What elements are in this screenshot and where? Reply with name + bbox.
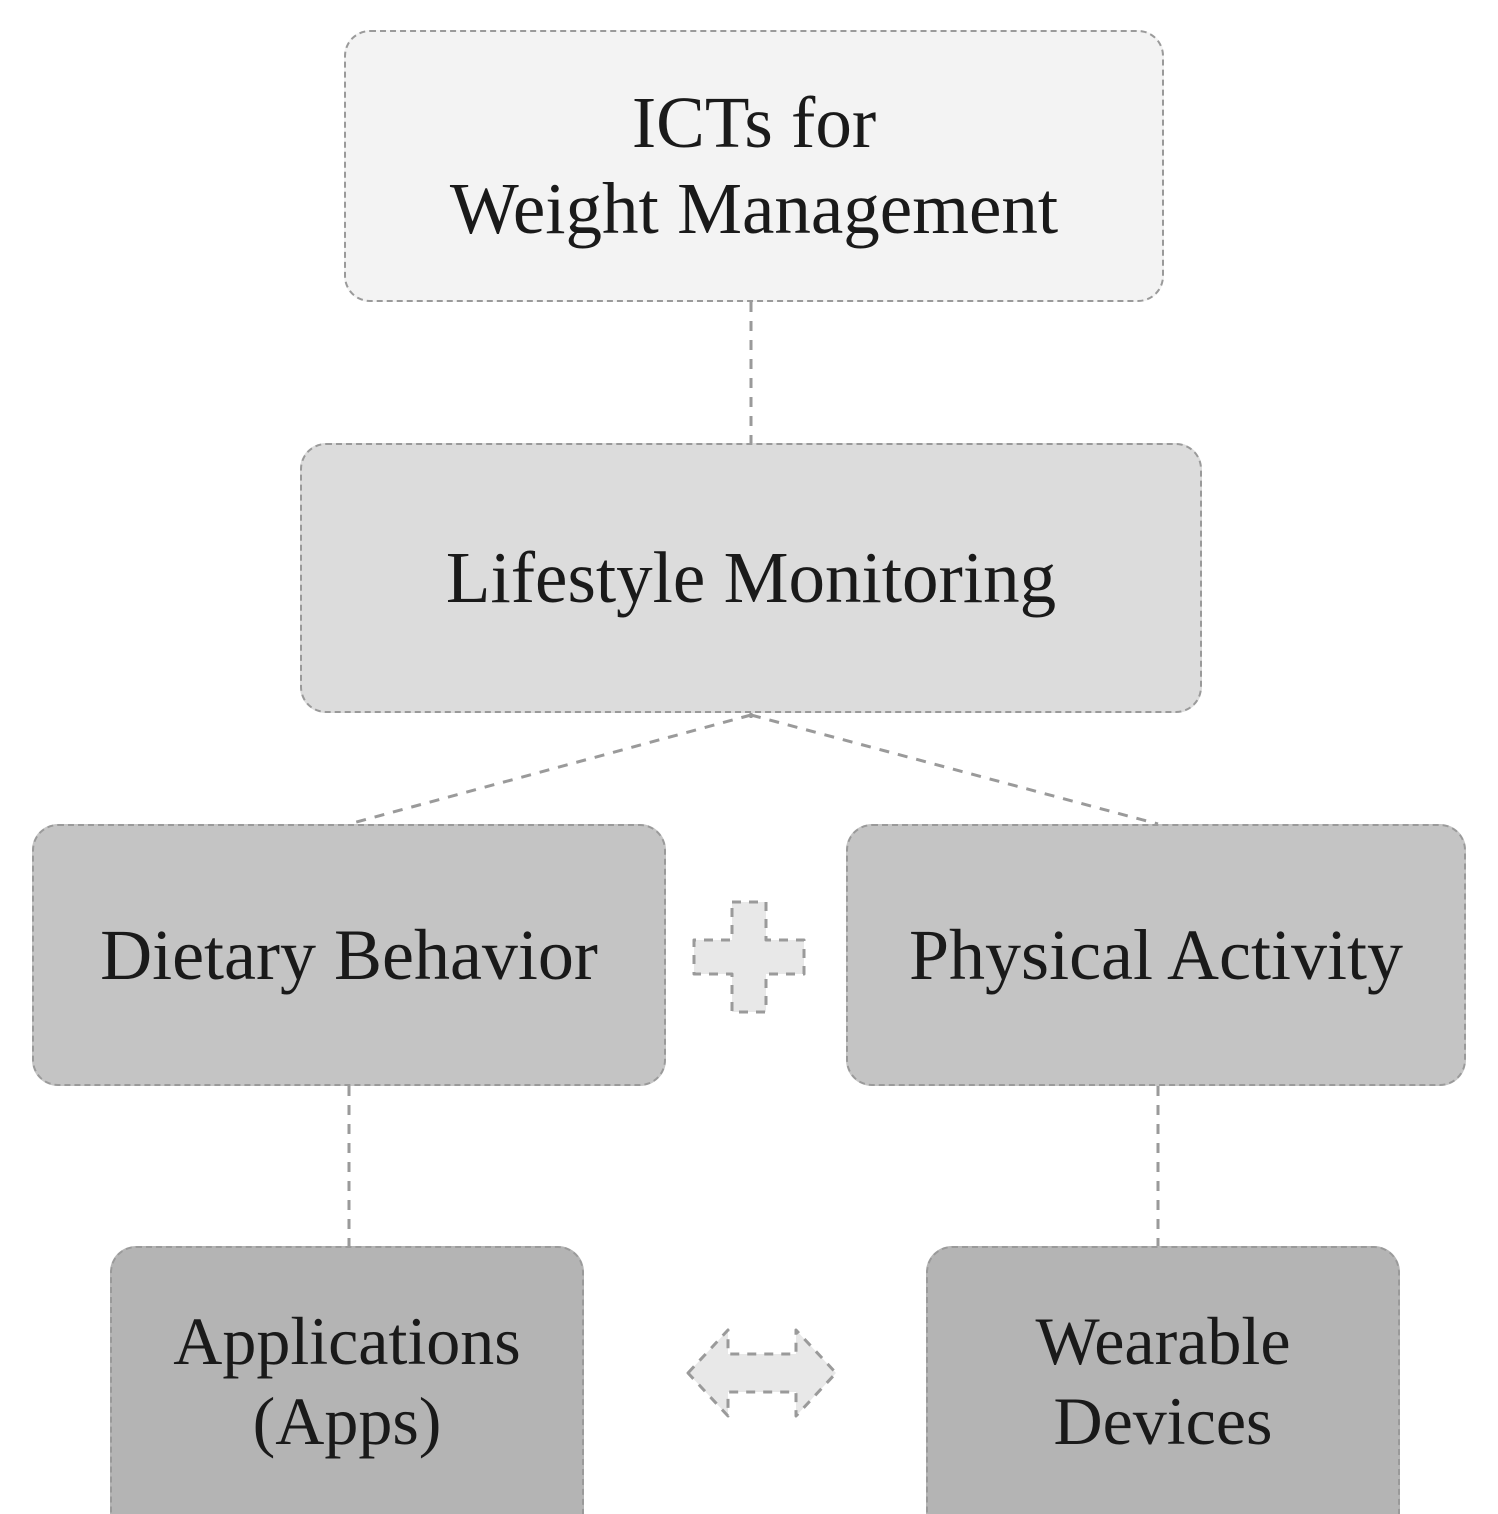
plus-icon [690, 898, 808, 1016]
node-dietary-behavior [32, 824, 666, 1086]
double-arrow-icon [684, 1318, 840, 1428]
node-lifestyle-label: Lifestyle Monitoring [445, 536, 1057, 618]
node-icts-for-weight-management [344, 30, 1164, 302]
node-root-line2: Weight Management [449, 168, 1059, 249]
node-apps-line1: Applications [173, 1302, 521, 1379]
node-applications-apps [110, 1246, 584, 1514]
node-physical-label: Physical Activity [909, 914, 1403, 995]
node-physical-activity [846, 824, 1466, 1086]
node-apps-line2: (Apps) [252, 1383, 442, 1459]
node-dietary-label: Dietary Behavior [100, 914, 598, 995]
node-wearable-line1: Wearable [1035, 1302, 1291, 1379]
node-wearable-line2: Devices [1053, 1383, 1273, 1459]
node-lifestyle-monitoring [300, 443, 1202, 713]
node-root-line1: ICTs for [631, 81, 877, 163]
node-wearable-devices [926, 1246, 1400, 1514]
